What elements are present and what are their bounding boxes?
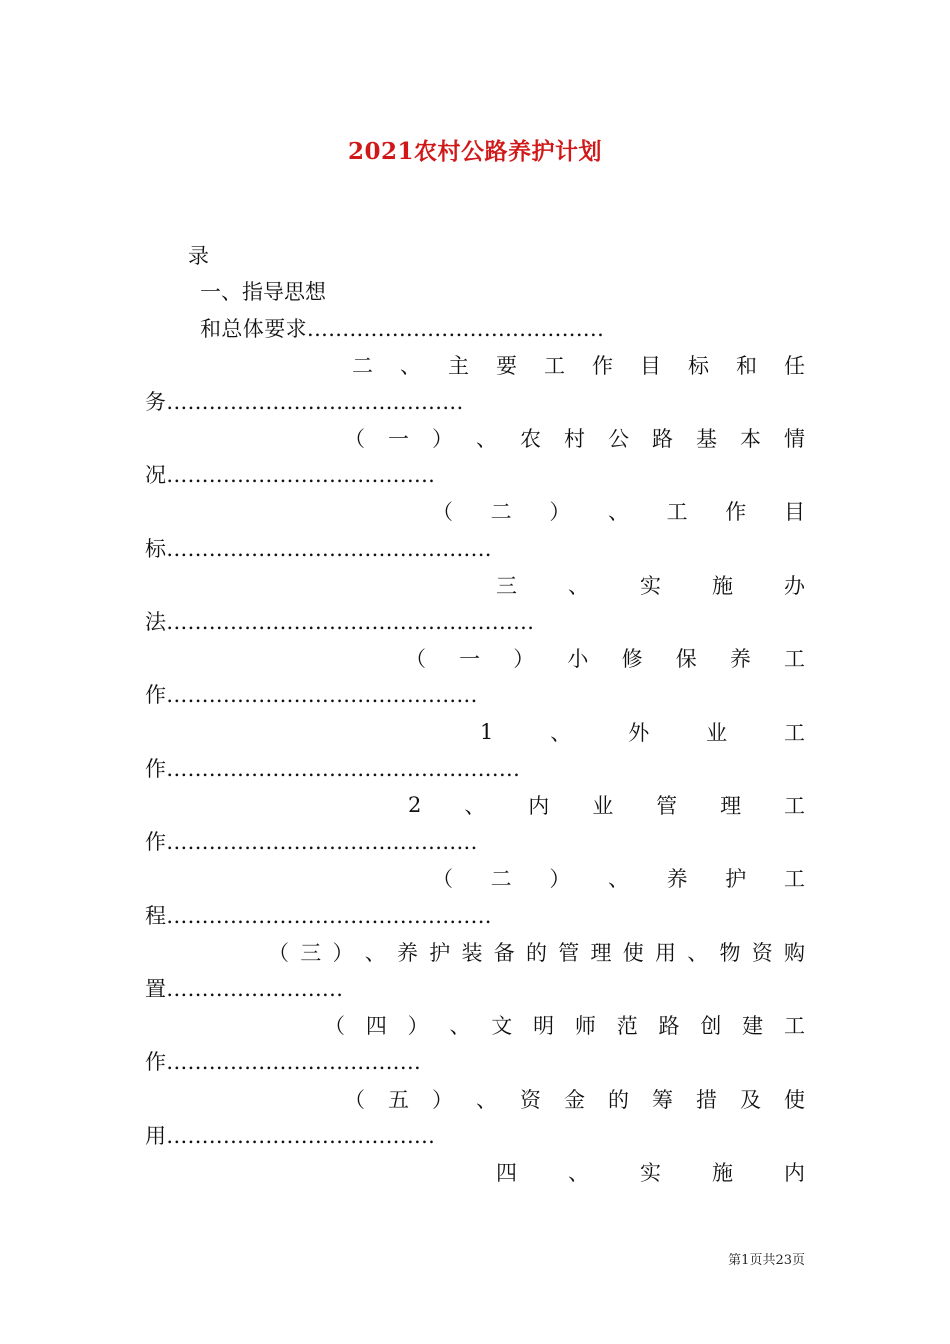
toc-entry-implementation-content: 四 、 实 施 内 — [496, 1161, 805, 1185]
toc-dots-main-goals: 务.......................................... — [145, 390, 464, 414]
toc-dots-minor-repair: 作............................................ — [145, 683, 478, 707]
toc-dots-work-goals: 标.............................................. — [145, 537, 492, 561]
toc-dots-model-road: 作.................................... — [145, 1050, 422, 1074]
toc-entry-model-road: （ 四 ） 、 文 明 师 范 路 创 建 工 — [324, 1014, 805, 1038]
toc-dots-road-basics: 况...................................... — [145, 463, 436, 487]
toc-entry-funding: （ 五 ） 、 资 金 的 筹 措 及 使 — [344, 1088, 805, 1112]
toc-entry-minor-repair: （ 一 ） 小 修 保 养 工 — [405, 647, 805, 671]
toc-heading: 录 — [188, 244, 209, 268]
toc-entry-guiding-thought: 一、指导思想 — [200, 280, 326, 304]
toc-entry-maintenance-project: （ 二 ） 、 养 护 工 — [432, 867, 805, 891]
toc-entry-office-management: 2 、 内 业 管 理 工 — [408, 793, 805, 818]
toc-dots-office-management: 作............................................ — [145, 830, 478, 854]
toc-entry-road-basics: （ 一 ） 、 农 村 公 路 基 本 情 — [344, 427, 805, 451]
document-title: 2021农村公路养护计划 — [347, 138, 602, 165]
page-number: 第1页共23页 — [728, 1253, 805, 1268]
toc-entry-equipment-management: （ 三 ） 、 养 护 装 备 的 管 理 使 用 、 物 资 购 — [268, 941, 805, 965]
toc-entry-work-goals: （ 二 ） 、 工 作 目 — [432, 500, 805, 524]
toc-entry-main-goals: 二 、 主 要 工 作 目 标 和 任 — [352, 354, 805, 378]
toc-entry-overall-requirements: 和总体要求.......................................... — [200, 317, 605, 341]
toc-dots-maintenance-project: 程.............................................. — [145, 904, 492, 928]
toc-dots-implementation-method: 法.................................................... — [145, 610, 535, 634]
toc-entry-field-work: 1 、 外 业 工 — [480, 720, 805, 745]
toc-dots-equipment-management: 置......................... — [145, 977, 344, 1001]
toc-dots-field-work: 作.................................................. — [145, 757, 521, 781]
toc-entry-implementation-method: 三 、 实 施 办 — [496, 574, 805, 598]
toc-dots-funding: 用...................................... — [145, 1124, 436, 1148]
